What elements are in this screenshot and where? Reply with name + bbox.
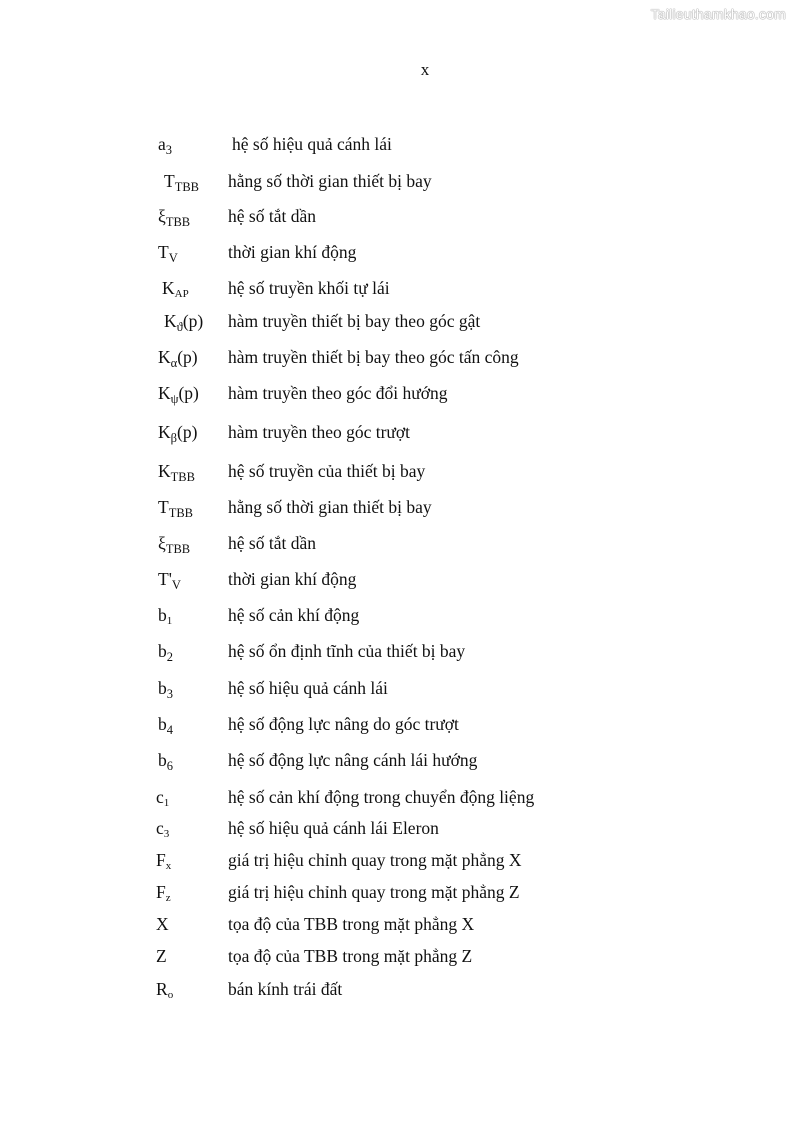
glossary-symbol: $K_{TBB}$ — [158, 461, 195, 484]
glossary-symbol: Z — [156, 946, 167, 966]
glossary-symbol: $K_ϑ(p)$ — [164, 311, 204, 334]
glossary-description: hàm truyền thiết bị bay theo góc gật — [228, 311, 481, 331]
glossary-symbol: $b_3$ — [158, 678, 173, 701]
glossary-symbol: $R_o$ — [156, 979, 174, 1001]
glossary-description: tọa độ của TBB trong mặt phẳng X — [228, 914, 475, 934]
glossary-description: hàm truyền theo góc đổi hướng — [228, 383, 448, 403]
glossary-symbol: $b_2$ — [158, 641, 173, 664]
glossary-symbol: $b_1$ — [158, 605, 173, 627]
glossary-description: hằng số thời gian thiết bị bay — [228, 171, 432, 191]
glossary-symbol: $\xi_{TBB}$ — [158, 533, 191, 556]
glossary-description: giá trị hiệu chỉnh quay trong mặt phẳng X — [228, 850, 522, 870]
glossary-description: thời gian khí động — [228, 569, 357, 589]
glossary-description: hệ số ổn định tĩnh của thiết bị bay — [228, 641, 466, 661]
glossary-symbol: $K_\beta(p)$ — [158, 422, 198, 445]
glossary-description: hệ số hiệu quả cánh lái Eleron — [228, 818, 439, 838]
glossary-symbol: $b_4$ — [158, 714, 173, 737]
glossary-symbol: $c_3$ — [156, 818, 170, 840]
glossary-description: hệ số động lực nâng cánh lái hướng — [228, 750, 478, 770]
glossary-symbol: $K_{AP}$ — [162, 278, 189, 300]
glossary-description: hệ số hiệu quả cánh lái — [232, 134, 392, 154]
glossary-symbol: $T'_V$ — [158, 569, 181, 592]
watermark-text: Tailieuthamkhao.com — [650, 6, 786, 22]
glossary-description: hệ số tắt dần — [228, 533, 316, 553]
glossary-description: hàm truyền thiết bị bay theo góc tấn công — [228, 347, 519, 367]
glossary-symbol: $\xi_{TBB}$ — [158, 206, 191, 229]
glossary-symbol: $F_z$ — [156, 882, 171, 904]
glossary-description: hệ số tắt dần — [228, 206, 316, 226]
glossary-symbol: $T_{TBB}$ — [164, 171, 200, 194]
glossary-symbol: $K_\alpha(p)$ — [158, 347, 198, 370]
glossary-symbol: $T_V$ — [158, 242, 178, 265]
glossary-symbol: $F_x$ — [156, 850, 172, 872]
glossary-symbol: $a_3$ — [158, 134, 173, 157]
glossary-description: hệ số động lực nâng do góc trượt — [228, 714, 459, 734]
glossary-description: tọa độ của TBB trong mặt phẳng Z — [228, 946, 473, 966]
glossary-symbol: $T_{TBB}$ — [158, 497, 194, 520]
glossary-symbol: $K_\psi(p)$ — [158, 383, 199, 406]
glossary-symbol: X — [156, 914, 169, 934]
glossary-description: hệ số cản khí động trong chuyển động liệng — [228, 787, 535, 807]
glossary-description: hệ số truyền khối tự lái — [228, 278, 390, 298]
glossary-symbol: $c_1$ — [156, 787, 170, 809]
glossary-symbol: $b_6$ — [158, 750, 173, 773]
glossary-description: thời gian khí động — [228, 242, 357, 262]
glossary-description: giá trị hiệu chỉnh quay trong mặt phẳng Z — [228, 882, 520, 902]
glossary-description: hàm truyền theo góc trượt — [228, 422, 411, 442]
page-number: x — [420, 60, 430, 79]
glossary-description: bán kính trái đất — [228, 979, 343, 999]
glossary-description: hằng số thời gian thiết bị bay — [228, 497, 432, 517]
glossary-description: hệ số truyền của thiết bị bay — [228, 461, 426, 481]
glossary-description: hệ số cản khí động — [228, 605, 360, 625]
glossary-description: hệ số hiệu quả cánh lái — [228, 678, 388, 698]
